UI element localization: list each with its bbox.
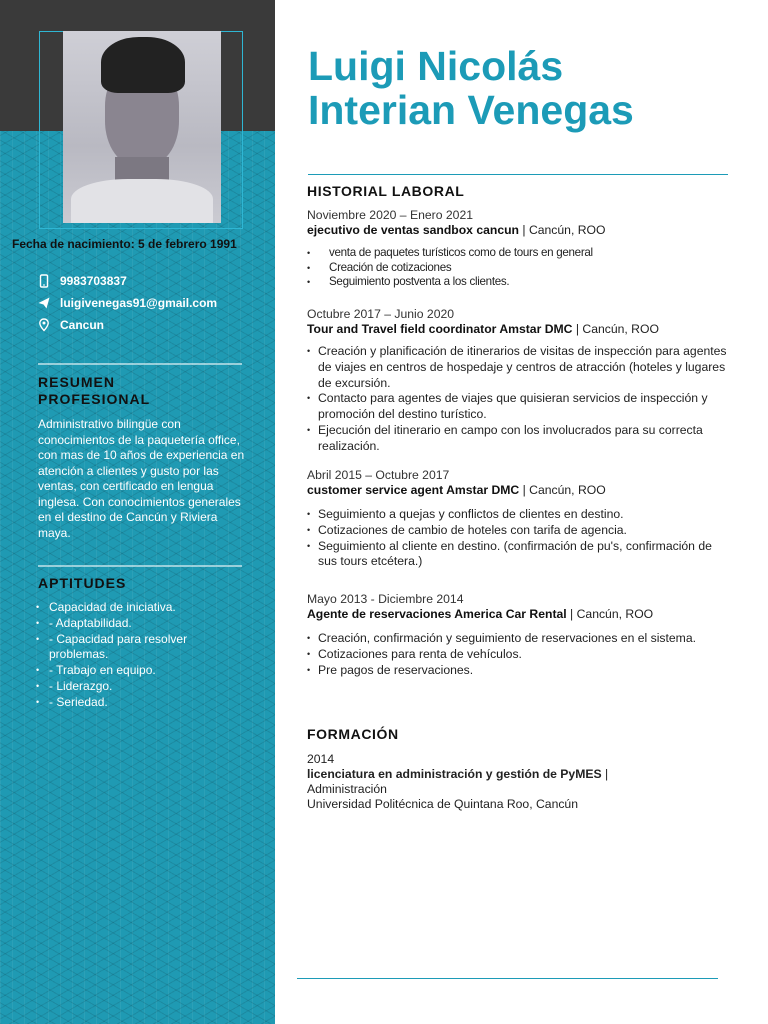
education-year: 2014 — [307, 752, 335, 766]
job-title-line — [307, 607, 727, 622]
list-item: • Seguimiento postventa a los clientes. — [307, 275, 727, 290]
list-item: • - Trabajo en equipo. — [36, 663, 246, 679]
name-line-2: Interian Venegas — [308, 87, 634, 133]
phone-icon — [38, 274, 50, 288]
date-of-birth: Fecha de nacimiento: 5 de febrero 1991 — [12, 237, 237, 251]
job-date: Octubre 2017 – Junio 2020 — [307, 307, 455, 321]
job-entry — [307, 468, 727, 570]
education-entry — [307, 752, 727, 812]
summary-text: Administrativo bilingüe con conocimientos de la paquetería office, con mas de 10 años de experiencia en atención a clientes y gusto por las ventas, con certificado en lengua inglesa. Con conocimientos generales en el destino de Cancún y Riviera maya. — [38, 417, 245, 540]
job-location: | Cancún, ROO — [566, 607, 654, 621]
phone-text: 9983703837 — [60, 274, 127, 288]
education-separator: | — [601, 767, 609, 781]
education-school: Universidad Politécnica de Quintana Roo, Cancún — [307, 797, 578, 811]
education-field: Administración — [307, 782, 387, 796]
education-degree-line — [307, 767, 727, 782]
job-title: ejecutivo de ventas sandbox cancun — [307, 223, 519, 237]
divider — [38, 565, 242, 567]
contact-email — [38, 296, 217, 310]
job-location: | Cancún, ROO — [519, 223, 606, 237]
list-item: • - Liderazgo. — [36, 679, 246, 695]
profile-photo — [63, 31, 221, 223]
job-date: Mayo 2013 - Diciembre 2014 — [307, 592, 464, 606]
education-heading: FORMACIÓN — [307, 726, 399, 742]
divider — [297, 978, 718, 979]
divider — [38, 363, 242, 365]
work-heading: HISTORIAL LABORAL — [307, 183, 465, 199]
job-date: Abril 2015 – Octubre 2017 — [307, 468, 450, 482]
job-entry — [307, 208, 727, 290]
job-bullets — [307, 246, 727, 290]
contact-phone — [38, 274, 127, 288]
list-item: • - Capacidad para resolver problemas. — [36, 632, 246, 664]
list-item: • venta de paquetes turísticos como de tours en general — [307, 246, 727, 261]
education-degree: licenciatura en administración y gestión de PyMES — [307, 767, 602, 781]
page-title — [308, 44, 634, 132]
list-item: • Creación, confirmación y seguimiento de reservaciones en el sistema. — [307, 631, 727, 647]
list-item: • Capacidad de iniciativa. — [36, 600, 246, 616]
job-title: customer service agent Amstar DMC — [307, 483, 520, 497]
job-title-line — [307, 483, 727, 498]
list-item: • Creación y planificación de itinerarios de visitas de inspección para agentes de viajes en centros de hospedaje y centros de atracción (hoteles y lugares de excursión. — [307, 344, 727, 391]
skills-heading: APTITUDES — [38, 575, 127, 591]
list-item: • Seguimiento al cliente en destino. (confirmación de pu's, confirmación de sus tours etcétera.) — [307, 539, 727, 571]
list-item: • - Adaptabilidad. — [36, 616, 246, 632]
skills-list — [36, 600, 246, 711]
job-bullets — [307, 344, 727, 455]
job-title-line — [307, 322, 727, 337]
list-item: • Cotizaciones para renta de vehículos. — [307, 647, 727, 663]
list-item: • Seguimiento a quejas y conflictos de clientes en destino. — [307, 507, 727, 523]
job-title-line — [307, 223, 727, 238]
list-item: • - Seriedad. — [36, 695, 246, 711]
list-item: • Ejecución del itinerario en campo con los involucrados para su correcta realización. — [307, 423, 727, 455]
name-line-1: Luigi Nicolás — [308, 43, 564, 89]
list-item: • Pre pagos de reservaciones. — [307, 663, 727, 679]
job-bullets — [307, 631, 727, 678]
contact-location — [38, 318, 104, 332]
list-item: • Cotizaciones de cambio de hoteles con tarifa de agencia. — [307, 523, 727, 539]
job-entry — [307, 307, 727, 455]
location-text: Cancun — [60, 318, 105, 332]
job-date: Noviembre 2020 – Enero 2021 — [307, 208, 473, 222]
list-item: • Creación de cotizaciones — [307, 261, 727, 276]
summary-heading: RESUMEN PROFESIONAL — [38, 374, 151, 407]
send-icon — [38, 296, 50, 310]
list-item: • Contacto para agentes de viajes que quisieran servicios de inspección y promoción del destino turístico. — [307, 391, 727, 423]
job-title: Tour and Travel field coordinator Amstar DMC — [307, 322, 573, 336]
email-text: luigivenegas91@gmail.com — [60, 296, 218, 310]
job-location: | Cancún, ROO — [519, 483, 606, 497]
job-location: | Cancún, ROO — [572, 322, 659, 336]
job-title: Agente de reservaciones America Car Rental — [307, 607, 567, 621]
location-icon — [38, 318, 50, 332]
job-entry — [307, 592, 727, 678]
job-bullets — [307, 507, 727, 570]
divider — [308, 174, 728, 175]
